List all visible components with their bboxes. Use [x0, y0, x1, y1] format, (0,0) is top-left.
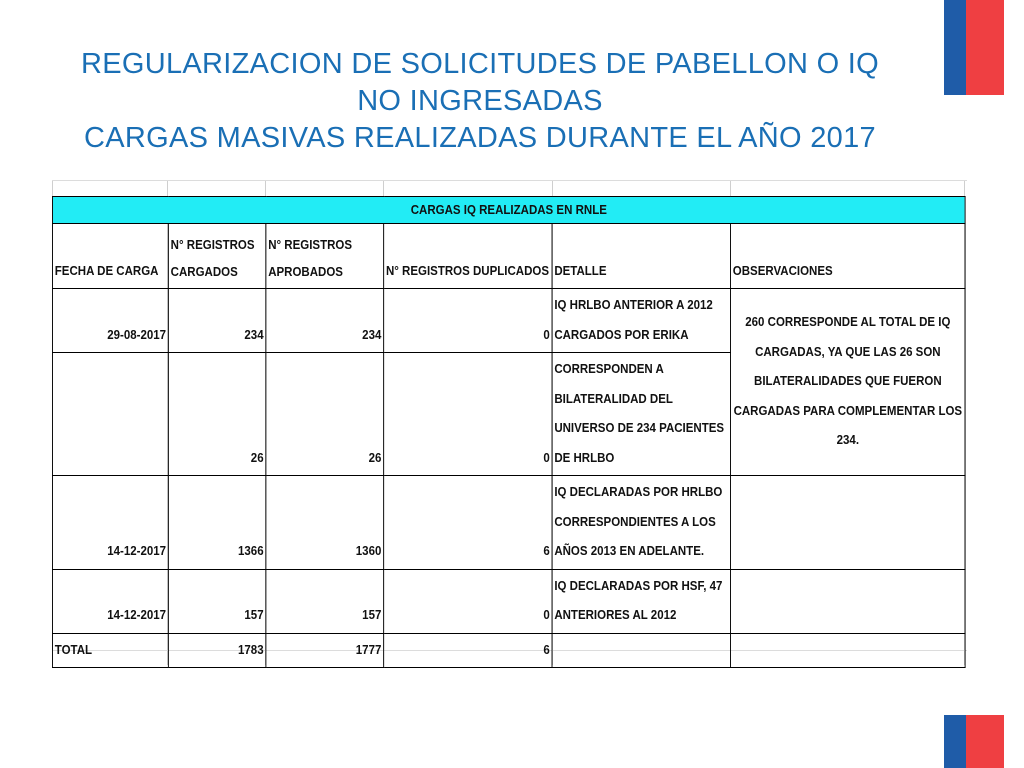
observacion-line: BILATERALIDADES QUE FUERON [754, 374, 942, 389]
cell-fecha [52, 353, 168, 476]
detalle-line: CORRESPONDIENTES A LOS [554, 514, 716, 529]
cell-total-observaciones [731, 633, 966, 668]
cell-total-duplicados: 6 [384, 633, 552, 668]
cell-cargados: 1366 [168, 476, 266, 570]
table-row [52, 569, 965, 633]
detalle-line: UNIVERSO DE 234 PACIENTES [554, 421, 725, 435]
detalle-line: IQ DECLARADAS POR HSF, 47 [554, 578, 723, 593]
cell-fecha: 14-12-2017 [52, 476, 168, 570]
cell-detalle [552, 476, 730, 570]
header-aprobados-line-1: N° REGISTROS [268, 238, 353, 252]
flag-blue-stripe [944, 715, 966, 768]
observacion-line: 234. [836, 433, 860, 448]
table-total-row [52, 633, 965, 668]
detalle-line: IQ DECLARADAS POR HRLBO [554, 485, 723, 499]
observacion-line: 260 CORRESPONDE AL TOTAL DE IQ [745, 315, 951, 330]
detalle-line: AÑOS 2013 EN ADELANTE. [554, 544, 705, 558]
cell-duplicados: 0 [384, 289, 552, 353]
detalle-line: CORRESPONDEN A [554, 362, 664, 376]
cell-total-aprobados: 1777 [266, 633, 384, 668]
detalle-line: DE HRLBO [554, 450, 615, 465]
cell-fecha: 29-08-2017 [52, 289, 168, 353]
cell-observaciones [731, 476, 966, 570]
cell-cargados: 26 [168, 353, 266, 476]
observacion-line: CARGADAS, YA QUE LAS 26 SON [755, 344, 941, 359]
flag-red-stripe [966, 0, 1004, 95]
header-aprobados [266, 224, 384, 289]
title-line-3: CARGAS MASIVAS REALIZADAS DURANTE EL AÑO 2017 [84, 122, 876, 154]
cell-total-cargados: 1783 [168, 633, 266, 668]
cell-duplicados: 6 [384, 476, 552, 570]
detalle-line: BILATERALIDAD DEL [554, 391, 673, 406]
header-cargados [168, 224, 266, 289]
cell-detalle [552, 289, 730, 353]
table-row [52, 476, 965, 570]
cell-total-label: TOTAL [52, 633, 168, 668]
cell-detalle [552, 569, 730, 633]
header-fecha: FECHA DE CARGA [52, 224, 168, 289]
cell-aprobados: 234 [266, 289, 384, 353]
observacion-line: CARGADAS PARA COMPLEMENTAR LOS [733, 403, 963, 418]
header-aprobados-line-2: APROBADOS [268, 265, 343, 279]
cell-fecha: 14-12-2017 [52, 569, 168, 633]
detalle-line: CARGADOS POR ERIKA [554, 327, 689, 342]
cell-cargados: 157 [168, 569, 266, 633]
detalle-line: ANTERIORES AL 2012 [554, 608, 677, 622]
header-cargados-line-2: CARGADOS [170, 265, 238, 279]
cell-aprobados: 1360 [266, 476, 384, 570]
header-detalle: DETALLE [552, 224, 730, 289]
cell-duplicados: 0 [384, 353, 552, 476]
cell-duplicados: 0 [384, 569, 552, 633]
title-line-1: REGULARIZACION DE SOLICITUDES DE PABELLON O IQ [80, 48, 880, 80]
cargas-table [52, 196, 966, 668]
slide-title [0, 46, 960, 157]
header-duplicados: N° REGISTROS DUPLICADOS [384, 224, 552, 289]
header-cargados-line-1: N° REGISTROS [170, 238, 255, 252]
cell-cargados: 234 [168, 289, 266, 353]
flag-bottom-decoration [944, 715, 1004, 768]
cell-aprobados: 157 [266, 569, 384, 633]
cell-detalle [552, 353, 730, 476]
title-line-2: NO INGRESADAS [357, 85, 603, 117]
table-banner: CARGAS IQ REALIZADAS EN RNLE [52, 197, 965, 224]
cell-observaciones [731, 569, 966, 633]
cell-observaciones-merged [731, 289, 966, 476]
detalle-line: IQ HRLBO ANTERIOR A 2012 [554, 298, 713, 312]
cell-aprobados: 26 [266, 353, 384, 476]
header-observaciones: OBSERVACIONES [731, 224, 966, 289]
table-header-row [52, 224, 965, 289]
table-row [52, 289, 965, 353]
flag-red-stripe [966, 715, 1004, 768]
cell-total-detalle [552, 633, 730, 668]
